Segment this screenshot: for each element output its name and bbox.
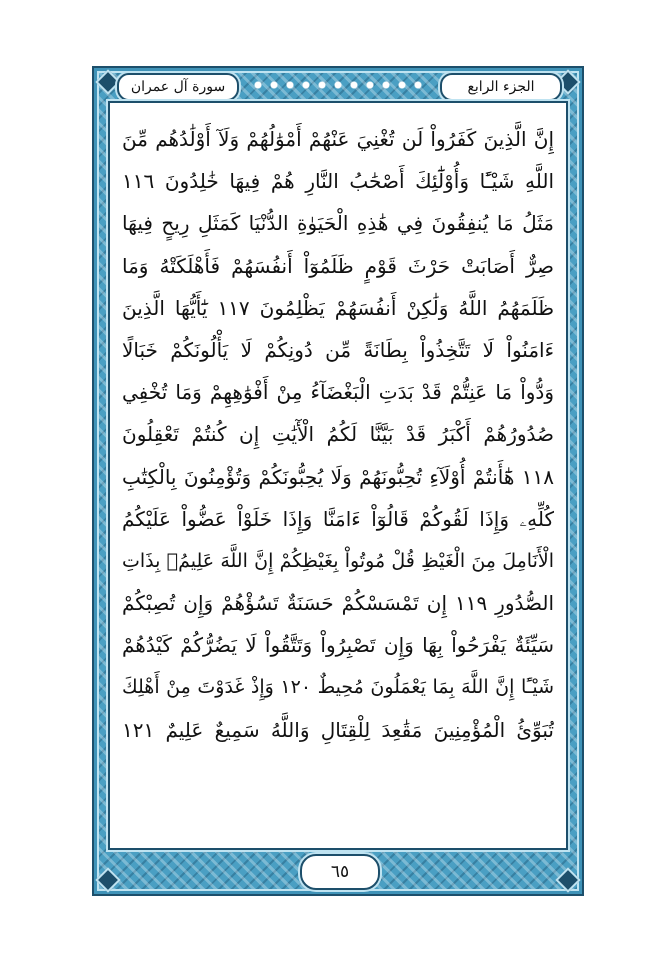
verse-line: إِنَّ الَّذِينَ كَفَرُواْ لَن تُغْنِيَ عَنْهُمْ أَمْوَٰلُهُمْ وَلَآ أَوْلَٰدُهُم مِّنَ [122, 127, 554, 151]
verse-line: سَيِّئَةٌ يَفْرَحُواْ بِهَا وَإِن تَصْبِرُواْ وَتَتَّقُواْ لَا يَضُرُّكُمْ كَيْدُهُمْ [122, 633, 554, 658]
verse-line: ١١٨ هَٰٓأَنتُمْ أُوْلَآءِ تُحِبُّونَهُمْ وَلَا يُحِبُّونَكُمْ وَتُؤْمِنُونَ بِالْكِتَٰبِ [122, 464, 554, 489]
verse-line: مَثَلُ مَا يُنفِقُونَ فِي هَٰذِهِ الْحَيَوٰةِ الدُّنْيَا كَمَثَلِ رِيحٍ فِيهَا [122, 211, 554, 236]
verse-line: الْأَنَامِلَ مِنَ الْغَيْظِ قُلْ مُوتُواْ بِغَيْظِكُمْ إِنَّ اللَّهَ عَلِيمُۢ بِذَاتِ [122, 549, 554, 572]
verse-line: كُلِّهِۦ وَإِذَا لَقُوكُمْ قَالُوٓاْ ءَامَنَّا وَإِذَا خَلَوْاْ عَضُّواْ عَلَيْكُمُ [122, 506, 554, 531]
verse-line: ظَلَمَهُمُ اللَّهُ وَلَٰكِنْ أَنفُسَهُمْ يَظْلِمُونَ ١١٧ يَٰٓأَيُّهَا الَّذِينَ [122, 295, 554, 320]
verse-line: وَدُّواْ مَا عَنِتُّمْ قَدْ بَدَتِ الْبَغْضَآءُ مِنْ أَفْوَٰهِهِمْ وَمَا تُخْفِي [122, 380, 554, 405]
verse-line: ءَامَنُواْ لَا تَتَّخِذُواْ بِطَانَةً مِّن دُونِكُمْ لَا يَأْلُونَكُمْ خَبَالًا [122, 337, 554, 362]
verse-line: اللَّهِ شَيْـًٔا وَأُوْلَٰٓئِكَ أَصْحَٰبُ النَّارِ هُمْ فِيهَا خَٰلِدُونَ ١١٦ [122, 169, 554, 194]
verse-line: صِرٌّ أَصَابَتْ حَرْثَ قَوْمٍ ظَلَمُوٓاْ أَنفُسَهُمْ فَأَهْلَكَتْهُ وَمَا [122, 253, 554, 278]
juz-label: الجزء الرابع [440, 73, 562, 101]
surah-label: سورة آل عمران [117, 73, 239, 101]
verse-line: صُدُورُهُمْ أَكْبَرُ قَدْ بَيَّنَّا لَكُمُ الْأٓيَٰتِ إِن كُنتُمْ تَعْقِلُونَ [122, 422, 554, 447]
verse-line: شَيْـًٔا إِنَّ اللَّهَ بِمَا يَعْمَلُونَ مُحِيطٌ ١٢٠ وَإِذْ غَدَوْتَ مِنْ أَهْلِكَ [122, 676, 554, 699]
page-number: ٦٥ [300, 854, 380, 890]
header-ornament [250, 78, 426, 92]
verse-line: تُبَوِّئُ الْمُؤْمِنِينَ مَقَٰعِدَ لِلْقِتَالِ وَاللَّهُ سَمِيعٌ عَلِيمٌ ١٢١ [122, 717, 554, 742]
verse-line: الصُّدُورِ ١١٩ إِن تَمْسَسْكُمْ حَسَنَةٌ تَسُؤْهُمْ وَإِن تُصِبْكُمْ [122, 591, 554, 616]
verse-lines [122, 118, 554, 751]
